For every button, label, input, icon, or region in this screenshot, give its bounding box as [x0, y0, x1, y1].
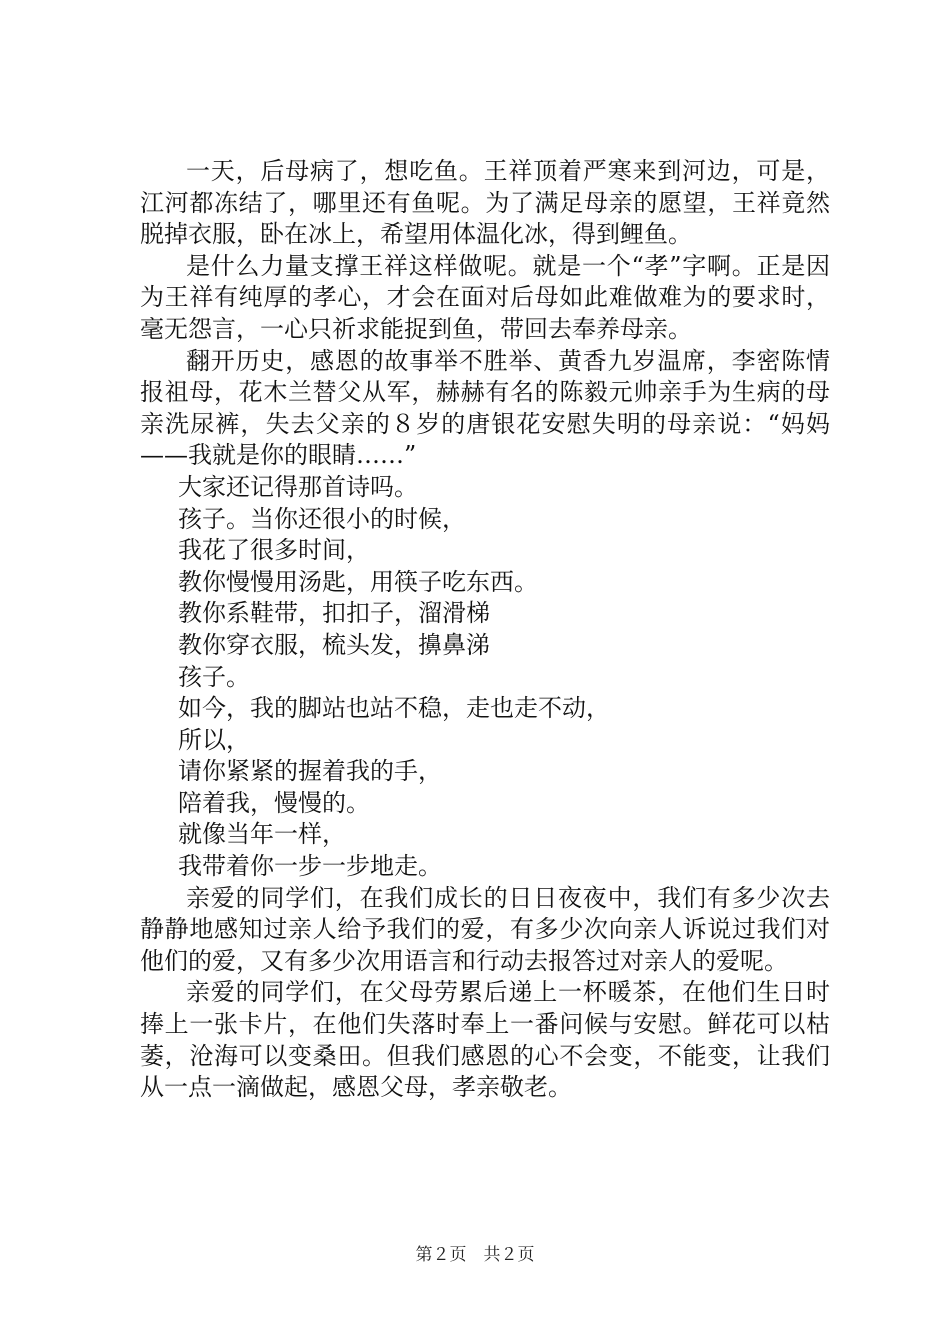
poem-line: 我带着你一步一步地走。 — [178, 852, 442, 881]
paragraph: 一天，后母病了，想吃鱼。王祥顶着严寒来到河边，可是，江河都冻结了，哪里还有鱼呢。为了满足母亲的愿望，王祥竟然脱掉衣服，卧在冰上，希望用体温化冰，得到鲤鱼。 — [140, 157, 830, 249]
poem-line: 教你慢慢用汤匙，用筷子吃东西。 — [178, 567, 538, 596]
page-number-footer: 第２页 共２页 — [415, 1245, 535, 1265]
poem — [140, 472, 830, 883]
poem-line: 孩子。 — [178, 662, 250, 691]
paragraph: 翻开历史，感恩的故事举不胜举、黄香九岁温席，李密陈情报祖母，花木兰替父从军，赫赫有名的陈毅元帅亲手为生病的母亲洗尿裤，失去父亲的８岁的唐银花安慰失明的母亲说：“妈妈——我就是你的眼睛……” — [140, 346, 830, 470]
poem-line: 就像当年一样， — [178, 820, 346, 849]
poem-line: 陪着我，慢慢的。 — [178, 788, 370, 817]
poem-line: 请你紧紧的握着我的手， — [178, 757, 442, 786]
paragraph: 亲爱的同学们，在我们成长的日日夜夜中，我们有多少次去静静地感知过亲人给予我们的爱，有多少次向亲人诉说过我们对他们的爱，又有多少次用语言和行动去报答过对亲人的爱呢。 — [140, 883, 830, 975]
document-body — [140, 156, 830, 1104]
poem-line: 我花了很多时间， — [178, 536, 370, 565]
paragraph: 是什么力量支撑王祥这样做呢。就是一个“孝”字啊。正是因为王祥有纯厚的孝心，才会在面对后母如此难做难为的要求时，毫无怨言，一心只祈求能捉到鱼，带回去奉养母亲。 — [140, 251, 830, 343]
poem-line: 大家还记得那首诗吗。 — [178, 472, 418, 501]
poem-line: 孩子。当你还很小的时候， — [178, 504, 466, 533]
poem-line: 如今，我的脚站也站不稳，走也走不动， — [178, 694, 610, 723]
poem-line: 教你穿衣服，梳头发，擤鼻涕 — [178, 630, 490, 659]
poem-line: 所以， — [178, 725, 250, 754]
poem-line: 教你系鞋带，扣扣子，溜滑梯 — [178, 599, 490, 628]
paragraph: 亲爱的同学们，在父母劳累后递上一杯暖茶，在他们生日时捧上一张卡片，在他们失落时奉上一番问候与安慰。鲜花可以枯萎，沧海可以变桑田。但我们感恩的心不会变，不能变，让我们从一点一滴做起，感恩父母，孝亲敬老。 — [140, 978, 830, 1102]
